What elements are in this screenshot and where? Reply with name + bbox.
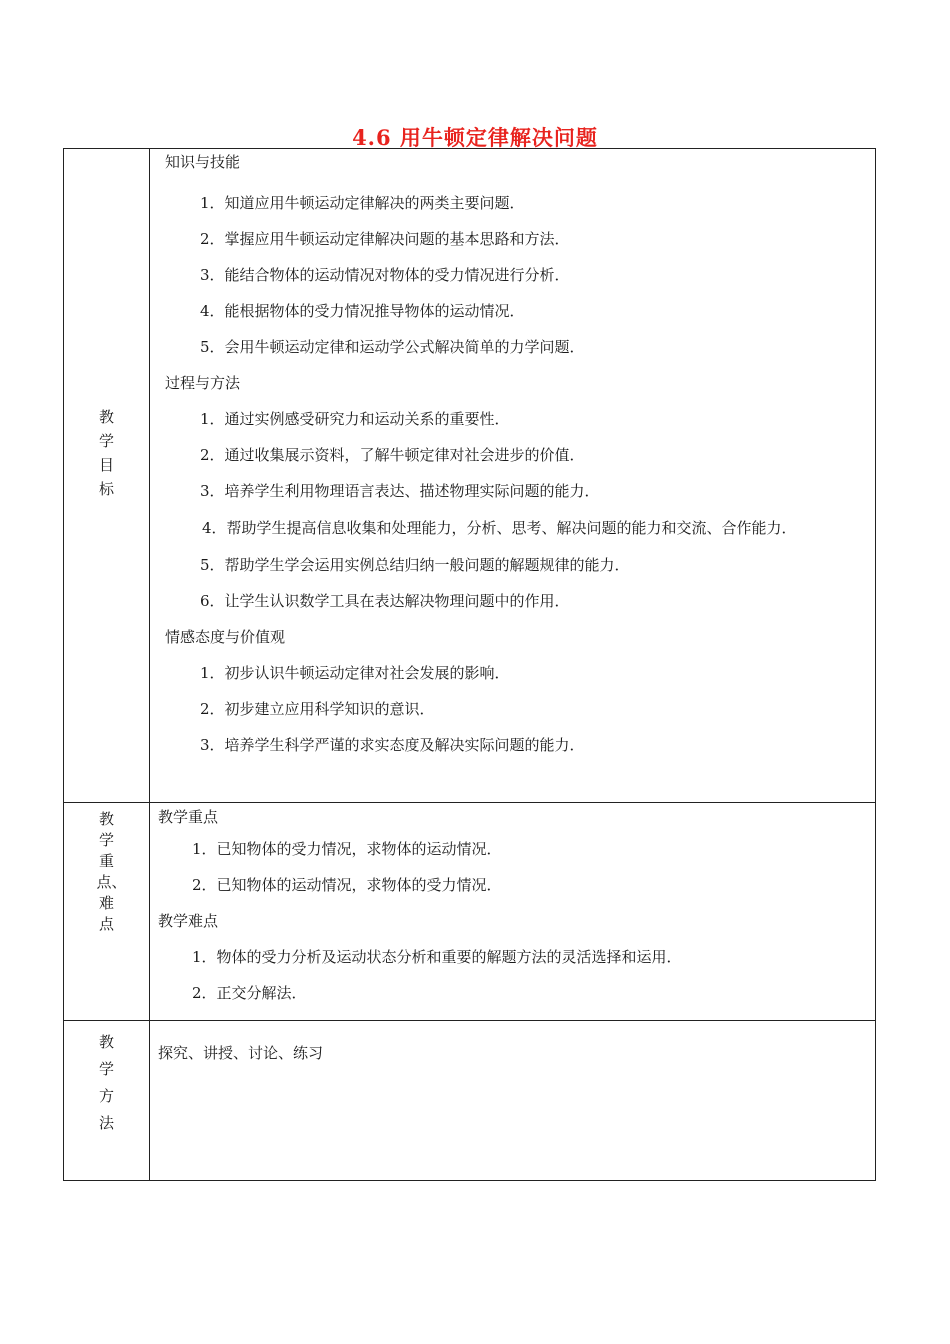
lesson-plan-table [63,148,876,1181]
methods-text: 探究、讲授、讨论、练习 [158,1044,324,1062]
row-label-cell [64,1021,150,1181]
list-item: 2．已知物体的运动情况，求物体的受力情况． [192,876,502,894]
list-item: 5．会用牛顿运动定律和运动学公式解决简单的力学问题． [200,338,585,356]
list-item: 1．已知物体的受力情况，求物体的运动情况． [192,840,502,858]
list-item: 2．通过收集展示资料，了解牛顿定律对社会进步的价值． [200,446,585,464]
table-row-objectives [64,149,876,803]
table-row-key-points [64,803,876,1021]
list-item: 2．初步建立应用科学知识的意识． [200,700,435,718]
row-label-cell [64,149,150,803]
row-label: 教学方法 [98,1033,114,1132]
list-item: 1．初步认识牛顿运动定律对社会发展的影响． [200,664,510,682]
section-heading: 情感态度与价值观 [165,628,286,646]
row-label: 教学目标 [98,408,114,498]
list-item: 1．通过实例感受研究力和运动关系的重要性． [200,410,510,428]
list-item: 5．帮助学生学会运用实例总结归纳一般问题的解题规律的能力． [200,556,630,574]
section-heading: 教学难点 [158,912,219,930]
section-heading: 知识与技能 [165,153,241,171]
table-row-methods [64,1021,876,1181]
list-item: 1．知道应用牛顿运动定律解决的两类主要问题． [200,194,525,212]
list-item: 6．让学生认识数学工具在表达解决物理问题中的作用． [200,592,570,610]
list-item: 2．掌握应用牛顿运动定律解决问题的基本思路和方法． [200,230,570,248]
list-item: 3．培养学生科学严谨的求实态度及解决实际问题的能力． [200,736,585,754]
list-item-text: 4．帮助学生提高信息收集和处理能力，分析、思考、解决问题的能力和交流、合作能力． [202,519,797,537]
list-item: 3．能结合物体的运动情况对物体的受力情况进行分析． [200,266,570,284]
list-item: 4．能根据物体的受力情况推导物体的运动情况． [200,302,525,320]
list-item [150,509,875,547]
document-title: 4.6 用牛顿定律解决问题 [352,125,598,150]
list-item: 1．物体的受力分析及运动状态分析和重要的解题方法的灵活选择和运用． [192,948,682,966]
list-item: 2．正交分解法． [192,984,307,1002]
section-heading: 过程与方法 [165,374,241,392]
objectives-content [150,149,876,803]
methods-content [150,1021,876,1181]
key-points-content [150,803,876,1021]
row-label: 教学重点、难点 [96,810,127,933]
section-heading: 教学重点 [158,808,219,826]
list-item: 3．培养学生利用物理语言表达、描述物理实际问题的能力． [200,482,600,500]
row-label-cell [64,803,150,1021]
